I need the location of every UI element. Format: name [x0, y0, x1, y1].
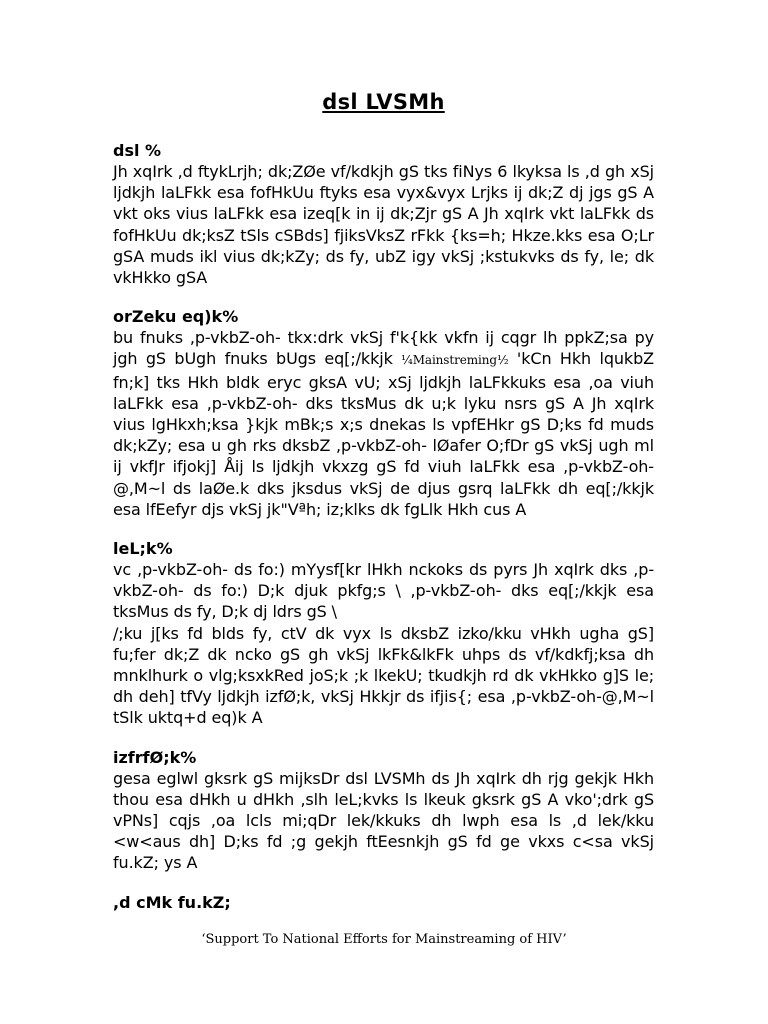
- section-body-case: Jh xqIrk ,d ftykLrjh; dk;ZØe vf/kdkjh gS tks fiNys 6 lkyksa ls ,d gh xSj ljdkjh laLFkk esa fofHkUu ftyks esa vyx&vyx Lrjks ij dk;Z dj jgs gS A vkt oks vius laLFkk esa izeq[k in ij dk;Zjr gS A Jh xqIrk vkt laLFkk ds fofHkUu dk;ksZ tSls cSBds] fjiksVksZ rFkk {ks=h; Hkze.kks esa O;Lr gSA muds ikl vius dk;kZy; ds fy, ubZ igy vkSj ;kstukvks ds fy, le; dk vkHkko gSA: [113, 162, 654, 288]
- section-heading-problem: leL;k%: [113, 539, 173, 559]
- body-text-part: 'kCn Hkh lqukbZ fn;k] tks Hkh bldk eryc gksA vU; xSj ljdkjh laLFkkuks esa ,oa viuh laLFkk esa ,p-vkbZ-oh- dks tksMus dk u;k lyku nsrs gS A Jh xqIrk vius lgHkxh;ksa }kjk mBk;s x;s dnekas ls vpfEHkr gS D;ks fd muds dk;kZy; esa u gh rks dksbZ ,p-vkbZ-oh- lØafer O;fDr gS vkSj ugh ml ij vkfJr ifjokj] Åij ls ljdkjh vkxzg gS fd viuh laLFkk esa ,p-vkbZ-oh-@,M~l ds laØe.k dks jksdus vkSj de djus gsrq laLFkk dh eq[;/kkjk esa lfEefyr djs vkSj jk"Vªh; iz;klks dk fgLlk Hkh cus A: [113, 349, 654, 519]
- document-page: [113, 90, 654, 913]
- body-text-part: bu fnuks ,p-vkbZ-oh- tkx:drk vkSj f'k{kk vkfn ij cqgr lh ppkZ;sa py jgh gS bUgh fnuks bUgs eq[;/kkjk: [113, 328, 654, 369]
- section-body-response: gesa eglwl gksrk gS mijksDr dsl LVSMh ds Jh xqIrk dh rjg gekjk Hkh thou esa dHkh u dHkh ,slh leL;kvks ls lkeuk gksrk gS A vko';drk gS vPNs] cqjs ,oa lcls mi;qDr lek/kkuks dh lwph esa ls ,d lek/kku <w<aus dh] D;ks fd ;g gekjh ftEesnkjh gS fd ge vkxs c<sa vkSj fu.kZ; ys A: [113, 768, 654, 873]
- section-heading-case: dsl %: [113, 141, 162, 160]
- document-title: dsl LVSMh: [322, 90, 445, 114]
- section-heading-current-issue: orZeku eq)k%: [113, 307, 239, 327]
- section-body-current-issue: [113, 327, 654, 520]
- section-body-problem: vc ,p-vkbZ-oh- ds fo:) mYysf[kr lHkh nckoks ds pyrs Jh xqIrk dks ,p-vkbZ-oh- ds fo:) D;k djuk pkfg;s \ ,p-vkbZ-oh- dks eq[;/kkjk esa tksMus ds fy, D;k dj ldrs gS \ /;ku j[ks fd blds fy, ctV dk vyx ls dksbZ izko/kku vHkh ugha gS] fu;fer dk;Z dk ncko gS gh vkSj lkFk&lkFk uhps ds vf/kdkfj;ksa dh mnklhurk o vlg;ksxkRed joS;k ;k lkekU; tkudkjh rd dk vkHkko g]S le; dh deh] tfVy ljdkjh izfØ;k, vkSj Hkkjr ds ifjis{; esa ,p-vkbZ-oh-@,M~l tSlk uktq+d eq)k A: [113, 560, 654, 728]
- section-heading-big-decision: ,d cMk fu.kZ;: [113, 892, 231, 912]
- section-heading-response: izfrfØ;k%: [113, 747, 197, 767]
- mainstreaming-term: ¼Mainstreming½: [401, 353, 509, 368]
- page-footer: ‘Support To National Efforts for Mainstreaming of HIV’: [201, 932, 567, 947]
